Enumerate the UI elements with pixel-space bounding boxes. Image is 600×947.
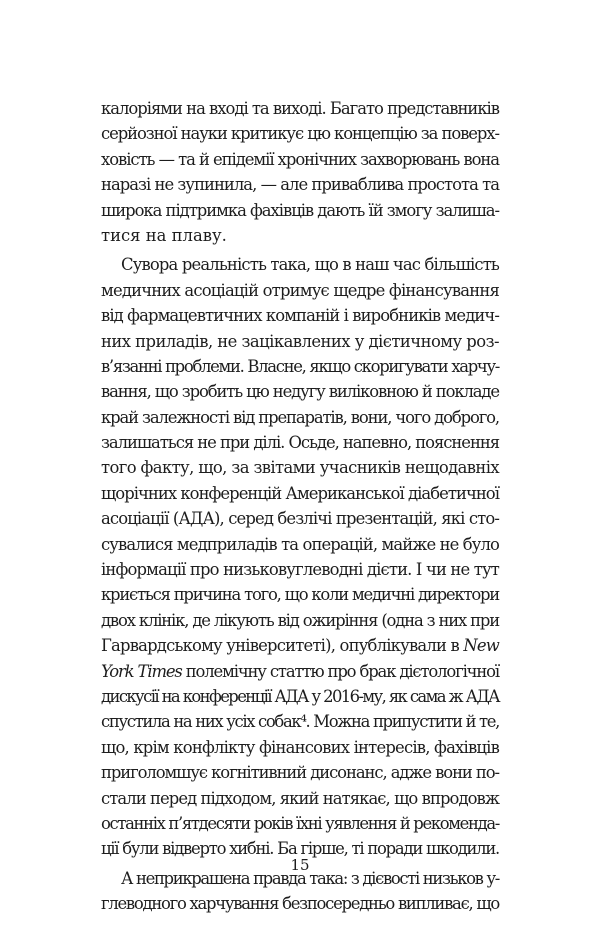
page-number: 15	[290, 856, 310, 874]
text-line: від фармацевтичних компаній і виробників медич-	[101, 306, 499, 326]
text-line: спустила на них усіх собак⁴. Можна припустити й те,	[101, 712, 500, 732]
text-line: криється причина того, що коли медичні директори	[101, 585, 500, 605]
text-line: дискусії на конференції АДА у 2016-му, як сама ж АДА	[101, 686, 499, 706]
text-line: останніх п’ятдесяти років їхні уявлення й рекоменда-	[101, 813, 499, 833]
text-line: А неприкрашена правда така: з дієвості низьков у-	[121, 868, 499, 888]
text-line: Гарвардському університеті), опублікували в New	[101, 636, 500, 656]
text-line: залишаться не при ділі. Осьде, напевно, пояснення	[101, 433, 500, 453]
text-line: наразі не зупинила, — але приваблива простота та	[101, 175, 500, 195]
text-line: York Times полемічну статтю про брак дієтологічної	[101, 661, 499, 681]
text-line: інформації про низьковуглеводні дієти. І чи не тут	[101, 560, 500, 580]
paragraph-1	[101, 96, 499, 248]
text-line: приголомшує когнітивний дисонанс, адже вони по-	[101, 763, 499, 783]
text-line: тися на плаву.	[101, 225, 227, 245]
text-line: серйозної науки критикує цю концепцію за поверх-	[101, 124, 499, 144]
text-line: того факту, що, за звітами учасників нещодавніх	[101, 458, 499, 478]
text-line: асоціації (АДА), серед безлічі презентацій, які сто-	[101, 509, 499, 529]
text-line: що, крім конфлікту фінансових інтересів, фахівців	[101, 737, 499, 757]
text-line: глеводного харчування безпосередньо випливає, що	[101, 894, 500, 914]
text-line: Сувора реальність така, що в наш час більшість	[121, 255, 500, 275]
body-text	[101, 96, 499, 917]
text-line: широка підтримка фахівців дають їй змогу залиша-	[101, 200, 500, 220]
text-line: стали перед підходом, який натякає, що впродовж	[101, 788, 499, 808]
text-line: двох клінік, де лікують від ожиріння (одна з них при	[101, 610, 500, 630]
text-line: вання, що зробить цю недугу виліковною й покладе	[101, 382, 499, 402]
text-line: щорічних конференцій Американської діабетичної	[101, 483, 499, 503]
text-line: ції були відверто хибні. Ба гірше, ті поради шкодили.	[101, 839, 500, 859]
text-line: сувалися медприладів та операцій, майже не було	[101, 534, 499, 554]
text-line: ховість — та й епідемії хронічних захворювань вона	[101, 149, 499, 169]
text-line: в’язанні проблеми. Власне, якщо скоригувати харчу-	[101, 356, 500, 376]
text-line: край залежності від препаратів, вони, чого доброго,	[101, 407, 500, 427]
text-line: калоріями на вході та виході. Багато представників	[101, 99, 500, 118]
text-line: них приладів, не зацікавлених у дієтичному роз-	[101, 331, 499, 351]
text-line: медичних асоціацій отримує щедре фінансування	[101, 280, 499, 300]
paragraph-2	[101, 252, 499, 861]
